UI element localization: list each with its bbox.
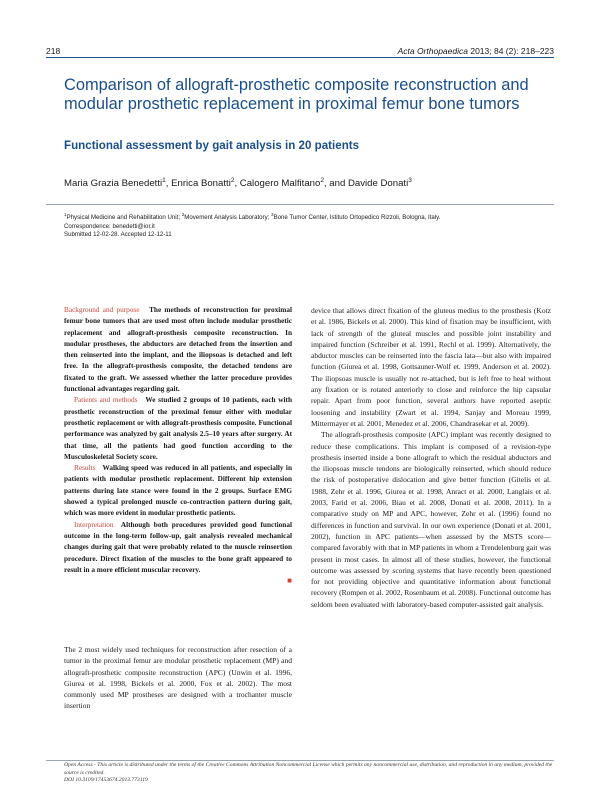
author-name: Calogero Malfitano	[239, 178, 321, 190]
author-affiliation-mark: 2	[320, 177, 324, 184]
author-list	[64, 177, 564, 189]
affiliation-line	[64, 211, 564, 223]
body-left-column	[64, 644, 292, 712]
journal-citation	[398, 46, 554, 56]
footer	[64, 762, 564, 785]
author-separator: , and	[323, 178, 348, 190]
author-name: Davide Donati	[347, 178, 409, 190]
abstract-label: Background and purpose	[64, 306, 140, 314]
author-name: Maria Grazia Benedetti	[64, 178, 163, 190]
journal-name: Acta Orthopaedica	[397, 46, 468, 56]
affiliation-text: Movement Analysis Laboratory;	[184, 214, 272, 222]
doi: DOI 10.3109/17453674.2013.773119	[64, 777, 148, 783]
affiliations	[64, 211, 564, 240]
abstract-results	[64, 463, 292, 519]
license-note: Open Access - This article is distributed under the terms of the Creative Commons Attribution Noncommercial License which permits any noncommercial use, distribution, and reproduction in any medium, provided the source is credited.	[64, 762, 553, 776]
affiliation-mark: 2	[181, 212, 185, 217]
end-mark-icon: ■	[287, 576, 292, 586]
body-paragraph: device that allows direct fixation of the gluteus medius to the prosthesis (Kotz et al. 1986, Bickels et al. 2000). This kind of fixation may be insufficient, with lack of strength of the gluteal muscles and possible joint instability and impaired function (Schreiber et al. 1991, Rechl et al. 1999). Alternatively, the abductor muscles can be reinserted into the fascia lata—but also with impaired function (Giurea et al. 1998, Gottsauner-Wolf et. 1999, Anderson et al. 2002). The iliopsoas muscle is usually not re-attached, but is left free to heal without any fixation or is rotated anteriorly to close and reinforce the hip capsular repair. Apart from poor function, several authors have reported aseptic loosening and instability (Zwart et al. 1994, Sanjay and Moreau 1999, Mittermayer et al. 2001, Menedez et al. 2006, Chandrasekar et al. 2009).	[311, 306, 551, 428]
body-paragraph: The allograft-prosthesis composite (APC) implant was recently designed to reduce these complications. This implant is composed of a revision-type prosthesis inserted inside a bone allograft to which the residual abductors and the iliopsoas muscle tendons are biologically reinserted, which should reduce the risk of postoperative dislocation and give better function (Gitelis et al. 1988, Zehr et al. 1996, Giurea et al. 1998, Anract et al. 2000, Langlais et al. 2003, Farid et al. 2006, Biau et al. 2008, Donati et al. 2008, 2011). In a comparative study on MP and APC, however, Zehr et al. (1996) found no differences in function and survival. In our own experience (Donati et al. 2001, 2002), function in APC patients—when assessed by the MSTS score—compared favorably with that in MP patients in whom a Trendelenburg gait was present in most cases. In almost all of these studies, however, the functional outcome was assessed by scoring systems that have recently been questioned for not providing objective and quantitative information about functional recovery (Rompen et al. 2002, Rosenbaum et al. 2008). Functional outcome has seldom been evaluated with laboratory-based computer-assisted gait analysis.	[311, 430, 551, 609]
correspondence: Correspondence: benedetti@ior.it	[64, 222, 155, 230]
abstract-label: Interpretation	[74, 520, 114, 529]
affiliation-mark: 3	[271, 212, 274, 217]
affiliation-rule	[46, 204, 554, 205]
page-number: 218	[46, 46, 61, 56]
abstract-background	[64, 305, 292, 395]
body-paragraph: The 2 most widely used techniques for reconstruction after resection of a tumor in the proximal femur are modular prosthetic replacement (MP) and allograft-prosthetic composite reconstruction (APC) (Unwin et al. 1996, Giurea et al. 1998, Bickels et al. 2000, Fox et al. 2002). The most commonly used MP prostheses are designed with a trochanter muscle insertion	[64, 645, 292, 711]
affiliation-text: Bone Tumor Center, Istituto Ortopedico Rizzoli, Bologna, Italy.	[273, 214, 441, 222]
footer-rule	[46, 760, 554, 761]
abstract-text: Although both procedures provided good functional outcome in the long-term follow-up, gait analysis revealed mechanical changes during gait that were probably related to the muscle reinsertion procedure. Direct fixation of the muscles to the bone graft appeared to result in a more efficient muscular recovery.	[64, 520, 292, 574]
submission-dates: Submitted 12-02-28. Accepted 12-12-11	[64, 231, 172, 239]
affiliation-text: Physical Medicine and Rehabilitation Unit;	[66, 214, 182, 222]
author-separator: ,	[165, 178, 172, 190]
author-affiliation-mark: 3	[408, 177, 412, 184]
header-rule	[46, 57, 554, 58]
affiliation-mark: 1	[64, 212, 67, 217]
abstract-patients	[64, 395, 292, 463]
author-affiliation-mark: 2	[230, 177, 235, 184]
abstract-text: We studied 2 groups of 10 patients, each with prosthetic reconstruction of the proximal femur either with modular prosthetic replacement or with allograft-prosthesis composite. Functional performance was analyzed by gait analysis 2.5–10 years after surgery. At that time, all the patients had good function according to the Musculoskeletal Society score.	[64, 396, 292, 461]
journal-volume: 2013; 84 (2): 218–223	[467, 46, 554, 56]
abstract-text: Walking speed was reduced in all patients, and especially in patients with modular prosthetic replacement. Different hip extension patterns during late stance were found in the 2 groups. Surface EMG showed a typical prolonged muscle co-contraction pattern during gait, which was more evident in modular prosthetic patients.	[64, 464, 292, 518]
author-separator: ,	[234, 178, 240, 190]
abstract-label: Patients and methods	[74, 396, 138, 405]
abstract-text: The methods of reconstruction for proximal femur bone tumors that are used most often include modular prosthetic replacement and allograft-prosthesis composite reconstruction. In modular prostheses, the abductors are detached from the insertion and then reinserted into the implant, and the iliopsoas is detached and left free. In the allograft-prosthesis composite, the detached tendons are fixated to the graft. We assessed whether the latter procedure provides functional advantages regarding gait.	[64, 306, 292, 394]
author-name: Enrica Bonatti	[171, 178, 231, 190]
abstract-label: Results	[74, 464, 96, 473]
abstract-interpretation	[64, 520, 292, 576]
body-right-column	[311, 305, 551, 610]
abstract	[64, 305, 292, 586]
author-affiliation-mark: 1	[162, 177, 166, 184]
article-title: Comparison of allograft-prosthetic composite reconstruction and modular prosthetic replacement in proximal femur bone tumors	[64, 76, 529, 113]
article-subtitle: Functional assessment by gait analysis in 20 patients	[64, 139, 360, 152]
